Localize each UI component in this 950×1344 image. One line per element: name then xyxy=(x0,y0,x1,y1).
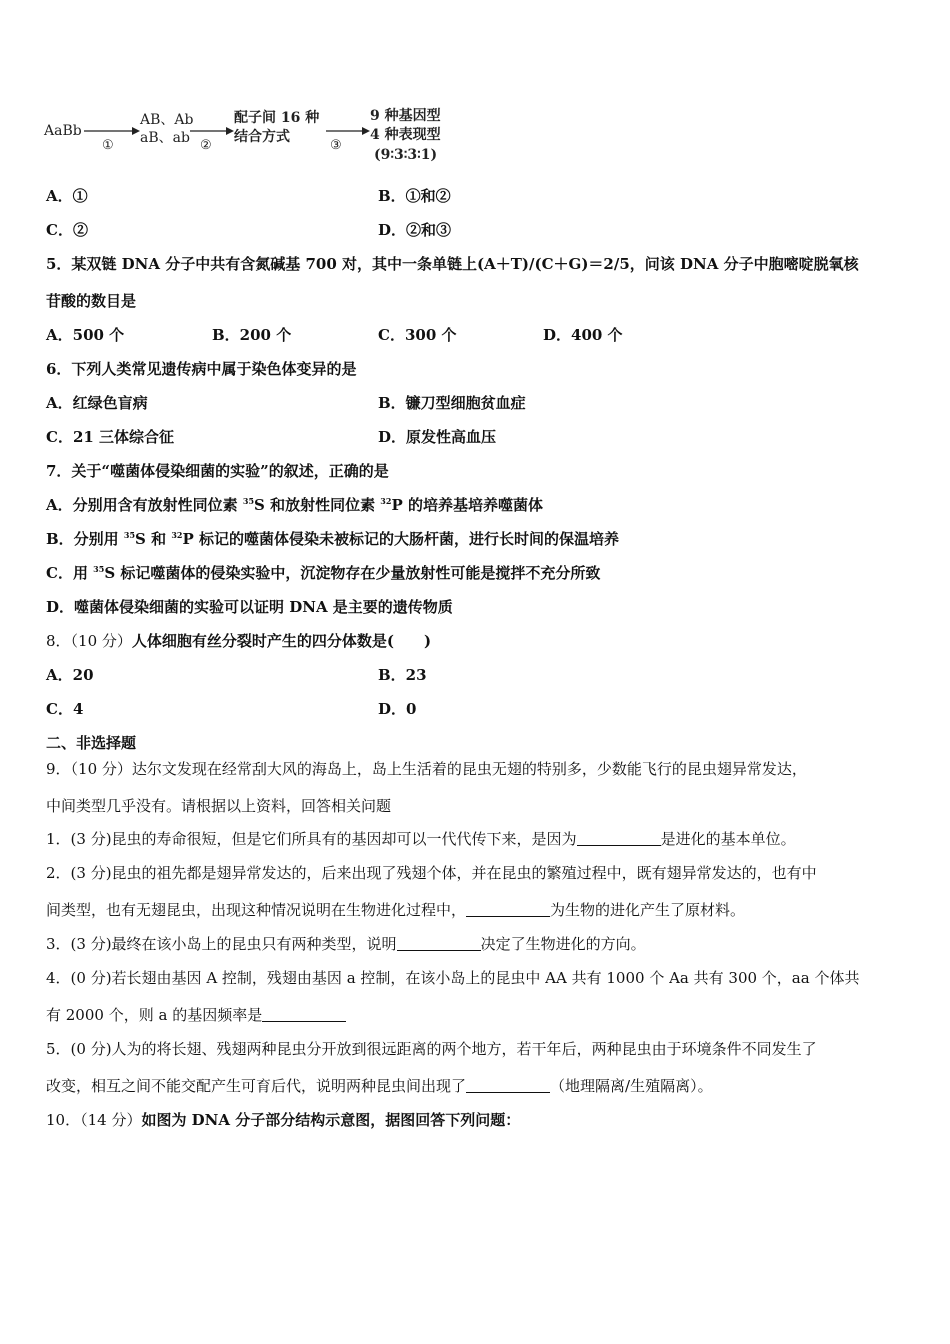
diagram-combine-bottom: 结合方式 xyxy=(234,129,290,145)
q5-option-b: B．200 个 xyxy=(212,326,292,344)
diagram-result-2: 4 种表现型 xyxy=(370,127,441,143)
q8-option-d: D．0 xyxy=(378,700,417,718)
section-heading: 二、非选择题 xyxy=(46,734,137,752)
q9-stem-line1: 9．（10 分）达尔文发现在经常刮大风的海岛上，岛上生活着的昆虫无翅的特别多，少数能飞行的昆虫翅异常发达， xyxy=(46,760,807,778)
q9-sub5-line2: 改变，相互之间不能交配产生可育后代，说明两种昆虫间出现了 （地理隔离/生殖隔离）。 xyxy=(46,1077,713,1095)
q6-stem: 6．下列人类常见遗传病中属于染色体变异的是 xyxy=(46,360,357,378)
step-2-label: ② xyxy=(200,138,212,153)
diagram-result-1: 9 种基因型 xyxy=(370,108,441,124)
q9-stem-line2: 中间类型几乎没有。请根据以上资料，回答相关问题 xyxy=(46,797,392,815)
q10-stem: 10．（14 分）如图为 DNA 分子部分结构示意图，据图回答下列问题： xyxy=(46,1111,521,1129)
q5-stem-line2: 苷酸的数目是 xyxy=(46,292,137,310)
q9-sub5-line1: 5．(0 分)人为的将长翅、残翅两种昆虫分开放到很远距离的两个地方，若干年后，两种昆虫由于环境条件不同发生了 xyxy=(46,1040,817,1058)
q8-stem: 8．（10 分）人体细胞有丝分裂时产生的四分体数是( ) xyxy=(46,632,432,650)
answer-blank[interactable] xyxy=(466,902,550,917)
q5-option-d: D．400 个 xyxy=(543,326,623,344)
q6-option-c: C．21 三体综合征 xyxy=(46,428,175,446)
diagram-gametes-bottom: aB、ab xyxy=(140,130,190,146)
q7-option-b: B．分别用 $^{35}$S 和 $^{32}$P 标记的噬菌体侵染未被标记的大肠杆菌，进行长时间的保温培养 xyxy=(46,530,619,548)
diagram-result-3: (9∶3∶3∶1) xyxy=(374,147,438,163)
q6-option-b: B．镰刀型细胞贫血症 xyxy=(378,394,526,412)
arrow-3-head xyxy=(362,127,370,135)
q4-option-d: D．②和③ xyxy=(378,221,452,239)
answer-blank[interactable] xyxy=(262,1007,346,1022)
q5-option-a: A．500 个 xyxy=(46,326,125,344)
q9-sub2-line1: 2．(3 分)昆虫的祖先都是翅异常发达的，后来出现了残翅个体，并在昆虫的繁殖过程中，既有翅异常发达的，也有中 xyxy=(46,864,817,882)
q9-sub4-line1: 4．(0 分)若长翅由基因 A 控制，残翅由基因 a 控制，在该小岛上的昆虫中 AA 共有 1000 个 Aa 共有 300 个，aa 个体共 xyxy=(46,969,860,987)
answer-blank[interactable] xyxy=(466,1078,550,1093)
q6-option-a: A．红绿色盲病 xyxy=(46,394,148,412)
q7-option-d: D．噬菌体侵染细菌的实验可以证明 DNA 是主要的遗传物质 xyxy=(46,598,453,616)
q8-option-b: B．23 xyxy=(378,666,427,684)
answer-blank[interactable] xyxy=(577,831,661,846)
q9-sub4-line2: 有 2000 个，则 a 的基因频率是 xyxy=(46,1005,346,1025)
answer-blank[interactable] xyxy=(397,936,481,951)
diagram-start: AaBb xyxy=(44,123,82,139)
q6-option-d: D．原发性高血压 xyxy=(378,428,497,446)
step-3-label: ③ xyxy=(330,138,342,153)
q4-option-a: A．① xyxy=(46,187,88,205)
step-1-label: ① xyxy=(102,138,114,153)
q9-sub2-line2: 间类型，也有无翅昆虫，出现这种情况说明在生物进化过程中， 为生物的进化产生了原材料。 xyxy=(46,901,746,919)
q8-option-a: A．20 xyxy=(46,666,94,684)
diagram-gametes-top: AB、Ab xyxy=(140,112,194,128)
q7-stem: 7．关于“噬菌体侵染细菌的实验”的叙述，正确的是 xyxy=(46,462,389,480)
q4-option-b: B．①和② xyxy=(378,187,451,205)
diagram-combine-top: 配子间 16 种 xyxy=(234,110,320,126)
q7-option-a: A．分别用含有放射性同位素 $^{35}$S 和放射性同位素 $^{32}$P 的培养基培养噬菌体 xyxy=(46,496,543,514)
q7-option-c: C．用 $^{35}$S 标记噬菌体的侵染实验中，沉淀物存在少量放射性可能是搅拌不充分所致 xyxy=(46,564,601,582)
q5-option-c: C．300 个 xyxy=(378,326,457,344)
q4-option-c: C．② xyxy=(46,221,88,239)
arrow-2-head xyxy=(226,127,234,135)
q9-sub1: 1．(3 分)昆虫的寿命很短，但是它们所具有的基因却可以一代代传下来，是因为 是进化的基本单位。 xyxy=(46,830,796,848)
q5-stem-line1: 5．某双链 DNA 分子中共有含氮碱基 700 对，其中一条单链上(A＋T)/(C＋G)＝2/5，问该 DNA 分子中胞嘧啶脱氧核 xyxy=(46,255,859,273)
genetics-flow-diagram xyxy=(40,104,470,174)
q8-option-c: C．4 xyxy=(46,700,84,718)
q9-sub3: 3．(3 分)最终在该小岛上的昆虫只有两种类型，说明 决定了生物进化的方向。 xyxy=(46,935,646,953)
arrow-1-head xyxy=(132,127,140,135)
